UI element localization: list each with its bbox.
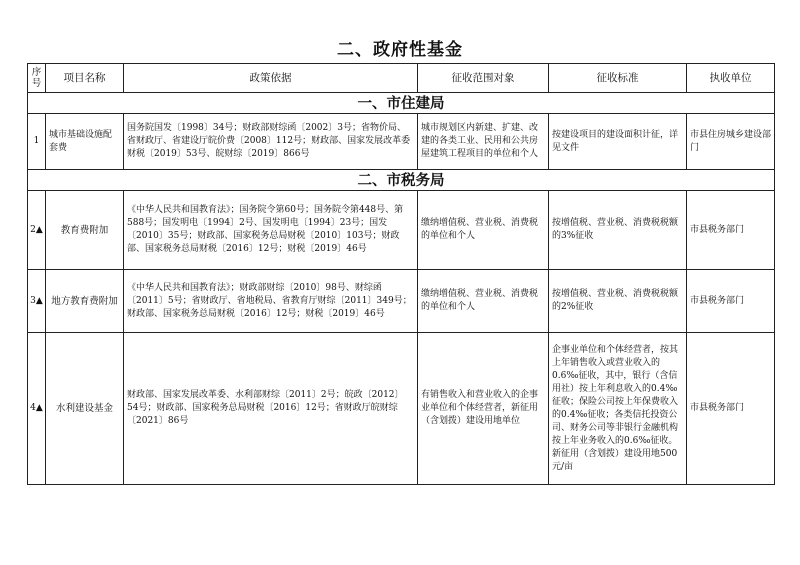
table-row: [28, 114, 775, 170]
row-scope: 缴纳增值税、营业税、消费税的单位和个人: [418, 191, 549, 270]
row-unit: 市县税务部门: [687, 270, 775, 333]
section-heading: 一、市住建局: [28, 93, 775, 114]
header-seq: 序号: [28, 64, 46, 93]
row-item: 地方教育费附加: [46, 270, 124, 333]
section-row: [28, 93, 775, 114]
header-standard: 征收标准: [549, 64, 687, 93]
table-row: [28, 270, 775, 333]
row-item: 城市基础设施配套费: [46, 114, 124, 170]
page-title: 二、政府性基金: [337, 40, 463, 60]
table-row: [28, 191, 775, 270]
row-basis: 国务院国发〔1998〕34号；财政部财综函〔2002〕3号；省物价局、省财政厅、省建设厅皖价费〔2008〕112号；财政部、国家发展改革委财税〔2019〕53号、皖财综〔2019〕866号: [124, 114, 418, 170]
row-standard: 企事业单位和个体经营者，按其上年销售收入或营业收入的0.6‰征收，其中，银行（含信用社）按上年利息收入的0.4‰征收；保险公司按上年保费收入的0.4‰征收；各类信托投资公司、财务公司等非银行金融机构按上年业务收入的0.6‰征收。新征用（含划拨）建设用地500元/亩: [549, 333, 687, 485]
row-basis: 《中华人民共和国教育法》；财政部财综〔2010〕98号、财综函〔2011〕5号；省财政厅、省地税局、省教育厅财综〔2011〕349号；财政部、国家税务总局财税〔2016〕12号；财税〔2019〕46号: [124, 270, 418, 333]
header-basis: 政策依据: [124, 64, 418, 93]
fund-table: [27, 63, 775, 485]
row-scope: 有销售收入和营业收入的企事业单位和个体经营者，新征用（含划拨）建设用地单位: [418, 333, 549, 485]
row-item: 教育费附加: [46, 191, 124, 270]
section-row: [28, 170, 775, 191]
row-scope: 城市规划区内新建、扩建、改建的各类工业、民用和公共房屋建筑工程项目的单位和个人: [418, 114, 549, 170]
row-standard: 按建设项目的建设面积计征，详见文件: [549, 114, 687, 170]
header-row: [28, 64, 775, 93]
row-basis: 财政部、国家发展改革委、水利部财综〔2011〕2号；皖政〔2012〕54号；财政部、国家税务总局财税〔2016〕12号；省财政厅皖财综〔2021〕86号: [124, 333, 418, 485]
row-standard: 按增值税、营业税、消费税税额的3%征收: [549, 191, 687, 270]
row-seq: 2▲: [28, 191, 46, 270]
row-seq: 1: [28, 114, 46, 170]
row-basis: 《中华人民共和国教育法》；国务院令第60号；国务院令第448号、第588号；国发明电〔1994〕2号、国发明电〔1994〕23号；国发〔2010〕35号；财政部、国家税务总局财税〔2010〕103号；财政部、国家税务总局财税〔2016〕12号；财税〔2019〕46号: [124, 191, 418, 270]
row-unit: 市县税务部门: [687, 333, 775, 485]
row-unit: 市县住房城乡建设部门: [687, 114, 775, 170]
row-unit: 市县税务部门: [687, 191, 775, 270]
row-seq: 3▲: [28, 270, 46, 333]
row-standard: 按增值税、营业税、消费税税额的2%征收: [549, 270, 687, 333]
table-row: [28, 333, 775, 485]
header-scope: 征收范围对象: [418, 64, 549, 93]
header-item: 项目名称: [46, 64, 124, 93]
row-item: 水利建设基金: [46, 333, 124, 485]
row-scope: 缴纳增值税、营业税、消费税的单位和个人: [418, 270, 549, 333]
header-unit: 执收单位: [687, 64, 775, 93]
row-seq: 4▲: [28, 333, 46, 485]
section-heading: 二、市税务局: [28, 170, 775, 191]
